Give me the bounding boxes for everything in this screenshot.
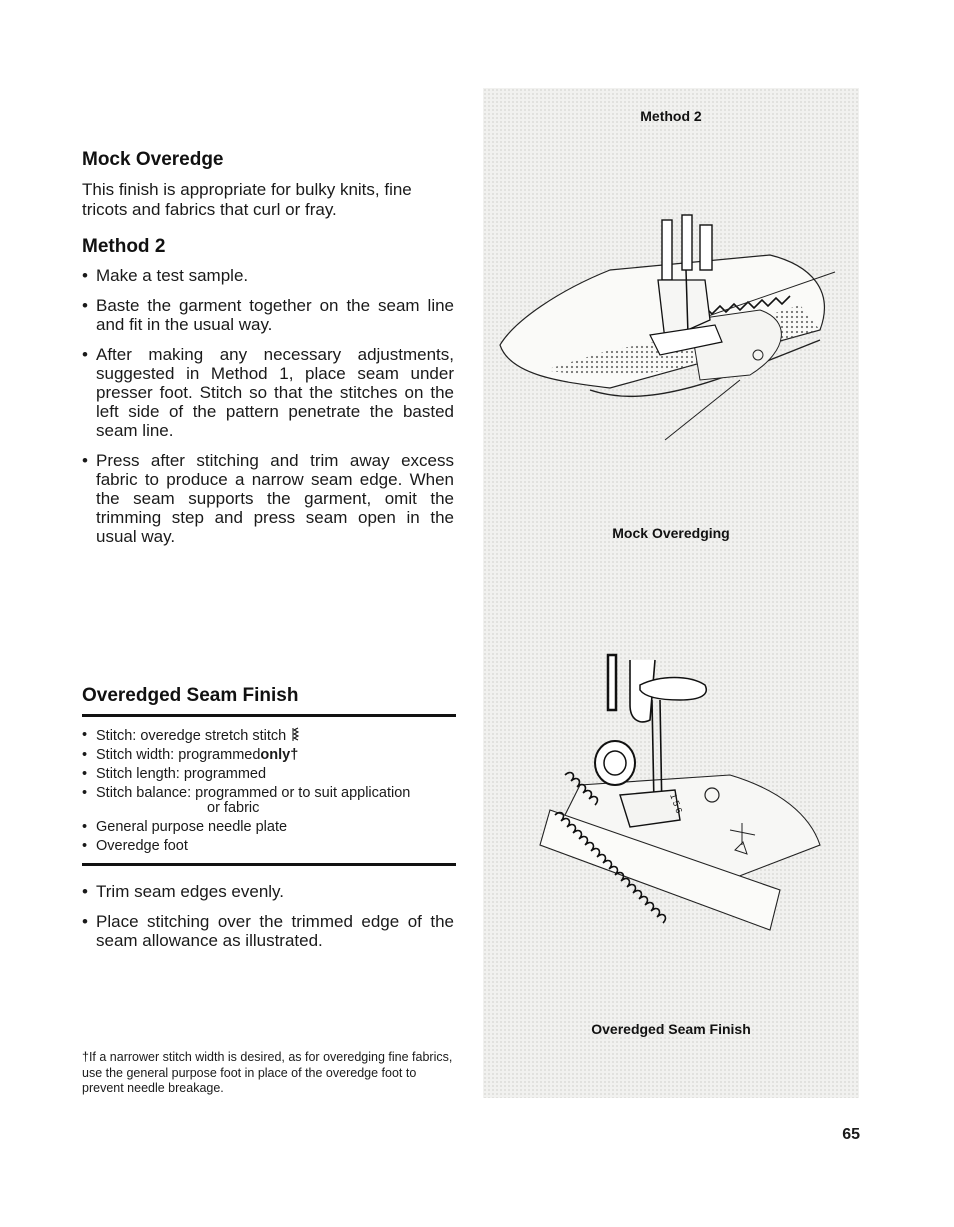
setting-label: Stitch balance: bbox=[96, 785, 192, 801]
mock-overedging-illustration bbox=[490, 210, 850, 460]
list-item: • Make a test sample. bbox=[82, 266, 454, 285]
setting-stitch-width bbox=[82, 747, 456, 763]
overedged-steps bbox=[82, 882, 454, 961]
overedge-stitch-symbol-icon bbox=[292, 727, 300, 743]
overedged-seam-illustration bbox=[490, 645, 850, 945]
settings-top-rule bbox=[82, 714, 456, 717]
footnote: †If a narrower stitch width is desired, as for overedging fine fabrics, use the general purpose foot in place of the overedge foot to prevent needle breakage. bbox=[82, 1050, 453, 1095]
setting-stitch-balance bbox=[82, 785, 456, 816]
illustration-top-caption: Mock Overedging bbox=[612, 525, 730, 541]
setting-label: Stitch: bbox=[96, 728, 137, 744]
page-number: 65 bbox=[842, 1126, 860, 1143]
setting-needle-plate: • General purpose needle plate bbox=[82, 819, 456, 835]
setting-foot: • Overedge foot bbox=[82, 838, 456, 854]
svg-text:1 5 6: 1 5 6 bbox=[668, 792, 685, 815]
settings-list bbox=[82, 727, 456, 857]
section-heading-mock-overedge: Mock Overedge bbox=[82, 149, 224, 170]
list-item: • After making any necessary adjustments, suggested in Method 1, place seam under presser foot. Stitch so that the stitches on the left side of the pattern penetrate the basted seam line. bbox=[82, 345, 454, 440]
setting-value: programmed or to suit application bbox=[195, 785, 411, 801]
setting-value-continued: or fabric bbox=[207, 800, 260, 816]
setting-emphasis: only† bbox=[260, 747, 299, 763]
list-item: • Press after stitching and trim away excess fabric to produce a narrow seam edge. When the seam supports the garment, omit the trimming step and press seam open in the usual way. bbox=[82, 451, 454, 546]
list-item: • Baste the garment together on the seam line and fit in the usual way. bbox=[82, 296, 454, 334]
settings-bottom-rule bbox=[82, 863, 456, 866]
setting-stitch bbox=[82, 727, 456, 744]
illustration-top-label: Method 2 bbox=[640, 108, 702, 124]
setting-label: Stitch width: bbox=[96, 747, 175, 763]
mock-overedge-intro: This finish is appropriate for bulky knits, fine tricots and fabrics that curl or fray. bbox=[82, 180, 412, 219]
method-2-heading: Method 2 bbox=[82, 236, 166, 257]
setting-value: programmed bbox=[178, 747, 261, 763]
illustration-bottom-caption: Overedged Seam Finish bbox=[591, 1021, 751, 1037]
section-heading-overedged-seam-finish: Overedged Seam Finish bbox=[82, 685, 299, 706]
setting-stitch-length bbox=[82, 766, 456, 782]
mock-overedge-steps bbox=[82, 266, 454, 557]
list-item: • Place stitching over the trimmed edge of the seam allowance as illustrated. bbox=[82, 912, 454, 950]
setting-value: overedge stretch stitch bbox=[140, 728, 287, 744]
list-item: • Trim seam edges evenly. bbox=[82, 882, 454, 901]
setting-value: programmed bbox=[183, 766, 267, 782]
setting-label: Stitch length: bbox=[96, 766, 180, 782]
